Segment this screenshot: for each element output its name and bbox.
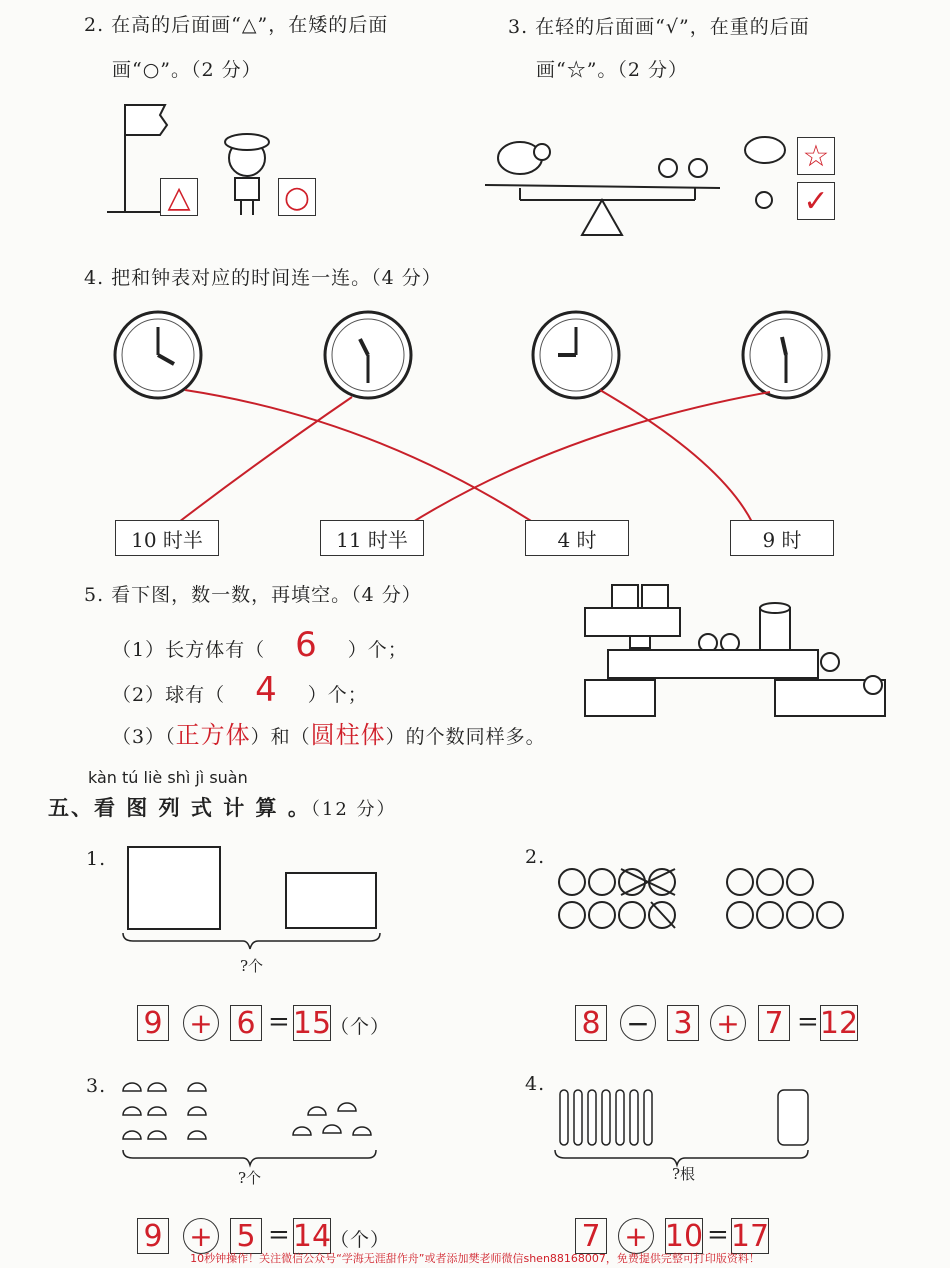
q2-line1: 2. 在高的后面画“△”，在矮的后面	[84, 14, 389, 36]
p1-box-a[interactable]: 9	[137, 1005, 169, 1041]
clock-9-oclock	[533, 312, 619, 398]
time-option-2[interactable]: 11 时半	[320, 520, 424, 556]
p3-result[interactable]: 14	[292, 1218, 332, 1254]
p1-result[interactable]: 15	[292, 1005, 332, 1041]
p2-box-c[interactable]: 7	[758, 1005, 790, 1041]
p3-operator[interactable]: +	[183, 1218, 219, 1254]
blocks-illustration	[580, 580, 900, 725]
p4-box-b[interactable]: 10	[664, 1218, 704, 1254]
p2-operator-2[interactable]: +	[710, 1005, 746, 1041]
q2-line2: 画“○”。（2 分）	[112, 59, 262, 81]
problem1-question: ?个	[240, 957, 264, 975]
q5-answer-cuboids[interactable]: 6	[295, 625, 318, 665]
p4-operator[interactable]: +	[618, 1218, 654, 1254]
q5-line1: （1）长方体有（ 6 ）个；	[112, 625, 408, 665]
p4-equals: =	[707, 1220, 729, 1250]
problem1-number: 1.	[86, 848, 107, 870]
q5-line2: （2）球有（ 4 ）个；	[112, 670, 368, 710]
problem4-number: 4.	[525, 1073, 546, 1095]
p3-box-a[interactable]: 9	[137, 1218, 169, 1254]
footer-watermark: 10秒钟操作！关注微信公众号“学海无涯甜作舟”或者添加樊老师微信shen88168007，免费提供完整可打印版资料！	[190, 1252, 760, 1265]
p1-unit: （个）	[330, 1016, 391, 1038]
p3-box-b[interactable]: 5	[230, 1218, 262, 1254]
problem3-question: ?个	[238, 1169, 262, 1187]
q3-line2: 画“☆”。（2 分）	[536, 59, 689, 81]
q5-answer-cylinder[interactable]: 圆柱体	[310, 721, 386, 749]
p2-result[interactable]: 12	[819, 1005, 859, 1041]
sticks-illustration	[550, 1085, 820, 1170]
p2-box-b[interactable]: 3	[667, 1005, 699, 1041]
p4-result[interactable]: 17	[730, 1218, 770, 1254]
q3-answer-box-light[interactable]: ✓	[797, 182, 835, 220]
p3-unit: （个）	[330, 1229, 391, 1251]
section5-pinyin: kàn tú liè shì jì suàn	[88, 768, 248, 787]
q5-answer-balls[interactable]: 4	[255, 670, 278, 710]
problem4-question: ?根	[672, 1165, 696, 1183]
q2-answer-box-high[interactable]: △	[160, 178, 198, 216]
p4-box-a[interactable]: 7	[575, 1218, 607, 1254]
section5-title: 五、看 图 列 式 计 算 。（12 分）	[48, 795, 397, 820]
p1-box-b[interactable]: 6	[230, 1005, 262, 1041]
p1-equals: =	[268, 1007, 290, 1037]
cupcake-trays-illustration	[118, 845, 388, 955]
q5-answer-cube[interactable]: 正方体	[175, 721, 251, 749]
q2-answer-box-low[interactable]: ○	[278, 178, 316, 216]
p2-box-a[interactable]: 8	[575, 1005, 607, 1041]
problem3-number: 3.	[86, 1075, 107, 1097]
p1-operator[interactable]: +	[183, 1005, 219, 1041]
circles-illustration	[555, 865, 855, 935]
p3-equals: =	[268, 1220, 290, 1250]
mushrooms-illustration	[118, 1075, 388, 1170]
time-option-4[interactable]: 9 时	[730, 520, 834, 556]
seesaw-sheep-cats-illustration	[480, 130, 800, 240]
p2-equals: =	[797, 1007, 819, 1037]
q3-answer-box-heavy[interactable]: ☆	[797, 137, 835, 175]
clock-4-oclock	[115, 312, 201, 398]
clock-11-30	[325, 312, 411, 398]
time-option-1[interactable]: 10 时半	[115, 520, 219, 556]
q3-line1: 3. 在轻的后面画“√”，在重的后面	[508, 16, 810, 38]
clock-10-30	[743, 312, 829, 398]
q5-line3: （3）（正方体）和（圆柱体）的个数同样多。	[112, 721, 546, 749]
q5-title: 5. 看下图，数一数，再填空。（4 分）	[84, 584, 422, 606]
time-option-3[interactable]: 4 时	[525, 520, 629, 556]
p2-operator-1[interactable]: −	[620, 1005, 656, 1041]
problem2-number: 2.	[525, 846, 546, 868]
q4-title: 4. 把和钟表对应的时间连一连。（4 分）	[84, 267, 442, 289]
